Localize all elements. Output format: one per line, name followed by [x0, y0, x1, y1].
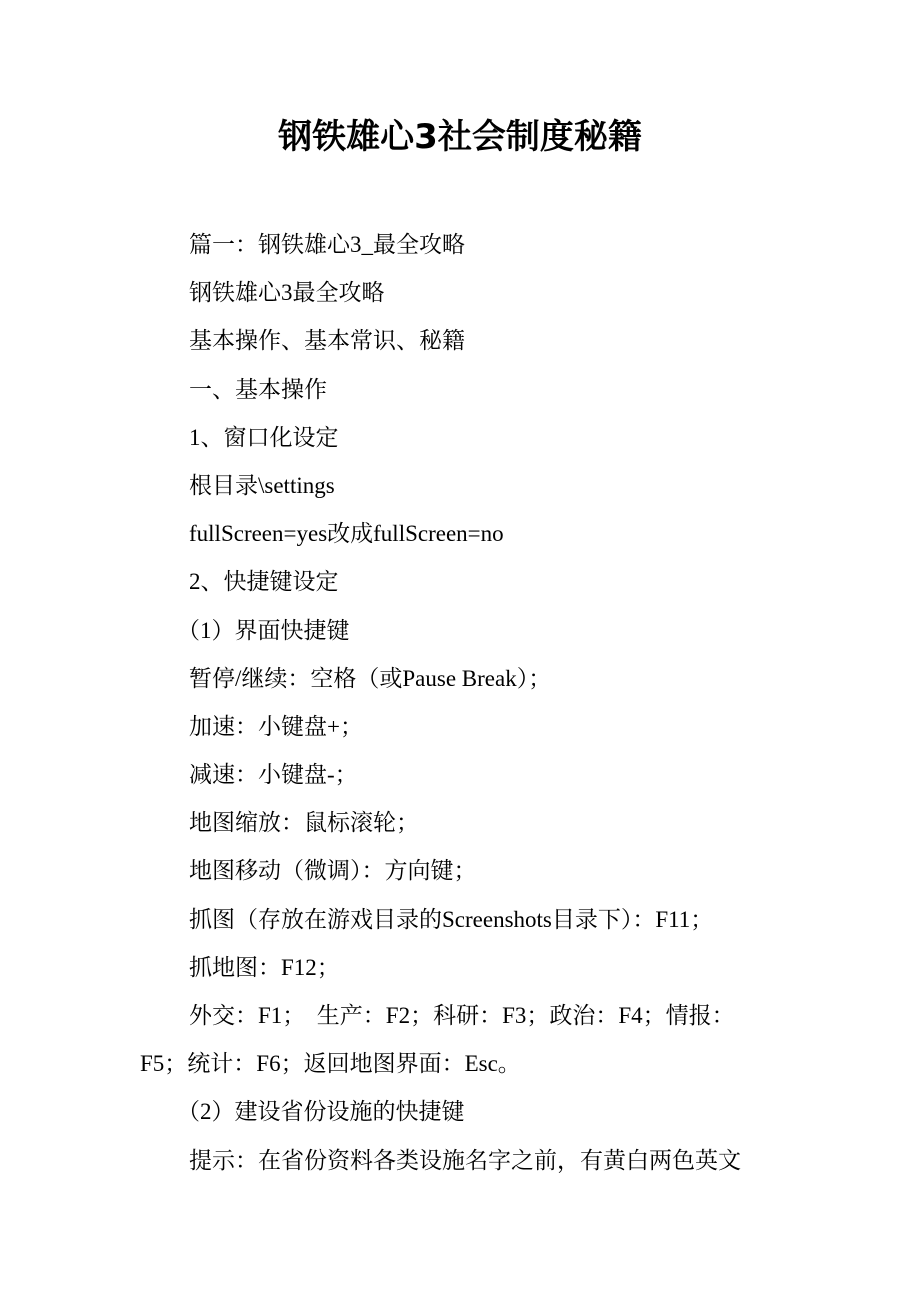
- section-heading: 篇一：钢铁雄心3_最全攻略: [189, 232, 465, 257]
- paragraph: 抓图（存放在游戏目录的Screenshots目录下）：F11；: [189, 906, 714, 932]
- paragraph: 地图缩放：鼠标滚轮；: [189, 810, 419, 836]
- paragraph: 地图移动（微调）：方向键；: [189, 858, 477, 884]
- document-body: [140, 221, 800, 1185]
- paragraph: 外交：F1； 生产：F2；科研：F3；政治：F4；情报：: [189, 1003, 735, 1028]
- paragraph: 提示：在省份资料各类设施名字之前，有黄白两色英文: [189, 1147, 741, 1173]
- document-title: 钢铁雄心3社会制度秘籍: [278, 117, 642, 157]
- paragraph: （1）界面快捷键: [177, 617, 350, 643]
- paragraph: （2）建设省份设施的快捷键: [177, 1099, 465, 1125]
- paragraph: 2、快捷键设定: [189, 569, 339, 595]
- paragraph: 1、窗口化设定: [189, 424, 339, 450]
- paragraph: 钢铁雄心3最全攻略: [189, 280, 385, 306]
- paragraph-continuation: F5；统计：F6；返回地图界面：Esc。: [140, 1051, 521, 1077]
- paragraph: 暂停/继续：空格（或Pause Break）；: [189, 665, 552, 691]
- paragraph: 根目录\settings: [189, 472, 335, 498]
- paragraph: 抓地图：F12；: [189, 954, 340, 980]
- paragraph: fullScreen=yes改成fullScreen=no: [189, 521, 504, 547]
- paragraph: 加速：小键盘+；: [189, 713, 363, 739]
- paragraph: 减速：小键盘-；: [189, 762, 358, 788]
- paragraph: 基本操作、基本常识、秘籍: [189, 328, 465, 354]
- paragraph: 一、基本操作: [189, 376, 327, 402]
